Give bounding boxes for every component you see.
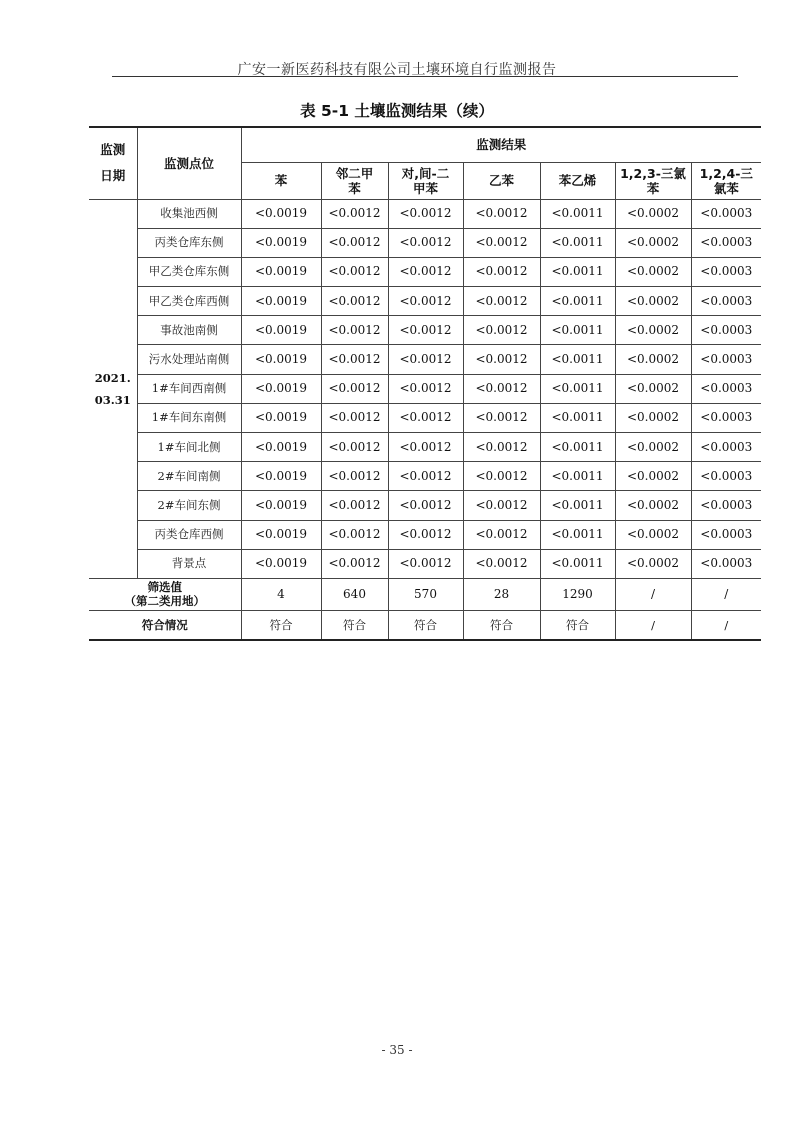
screening-value-cell: 4 [241,578,321,610]
result-value-cell: <0.0019 [241,403,321,432]
result-value-cell: <0.0019 [241,462,321,491]
monitoring-location-cell: 1#车间东南侧 [137,403,241,432]
result-value-cell: <0.0012 [388,199,463,228]
result-value-cell: <0.0002 [615,257,691,286]
table-row [89,287,761,316]
result-value-cell: <0.0011 [540,520,615,549]
result-value-cell: <0.0002 [615,199,691,228]
result-column-header [388,162,463,199]
monitoring-location-cell: 2#车间南侧 [137,462,241,491]
result-value-cell: <0.0012 [321,316,388,345]
result-value-cell: <0.0002 [615,403,691,432]
result-value-cell: <0.0012 [321,549,388,578]
results-group-header: 监测结果 [241,127,761,162]
monitoring-location-cell: 收集池西侧 [137,199,241,228]
location-column-header: 监测点位 [137,127,241,199]
conformance-value-cell: 符合 [463,610,540,640]
result-value-cell: <0.0003 [691,345,761,374]
table-row [89,345,761,374]
result-value-cell: <0.0002 [615,520,691,549]
result-value-cell: <0.0012 [321,462,388,491]
date-column-header [89,127,137,199]
result-value-cell: <0.0002 [615,316,691,345]
result-value-cell: <0.0012 [463,520,540,549]
column-header-line: 邻二甲 [335,165,374,181]
result-value-cell: <0.0002 [615,549,691,578]
result-value-cell: <0.0012 [463,462,540,491]
result-value-cell: <0.0003 [691,199,761,228]
column-header-line: 乙苯 [488,173,514,188]
column-header-line: 氯苯 [713,180,739,196]
screening-value-cell: / [691,578,761,610]
monitoring-location-cell: 丙类仓库西侧 [137,520,241,549]
result-value-cell: <0.0011 [540,287,615,316]
monitoring-location-cell: 丙类仓库东侧 [137,228,241,257]
result-value-cell: <0.0011 [540,257,615,286]
result-value-cell: <0.0003 [691,228,761,257]
screening-value-label [89,578,241,610]
result-column-header [540,162,615,199]
conformance-value-cell: / [691,610,761,640]
column-header-line: 苯 [348,180,361,196]
monitoring-location-cell: 污水处理站南侧 [137,345,241,374]
result-value-cell: <0.0002 [615,287,691,316]
conformance-row [89,610,761,640]
result-value-cell: <0.0002 [615,228,691,257]
screening-value-cell: / [615,578,691,610]
result-value-cell: <0.0003 [691,520,761,549]
table-caption: 表 5-1 土壤监测结果（续） [300,102,494,120]
screening-value-cell: 570 [388,578,463,610]
conformance-label: 符合情况 [89,610,241,640]
monitoring-location-cell: 背景点 [137,549,241,578]
result-value-cell: <0.0019 [241,316,321,345]
result-value-cell: <0.0012 [463,316,540,345]
result-value-cell: <0.0012 [388,491,463,520]
result-value-cell: <0.0019 [241,433,321,462]
column-header-line: 1,2,3-三氯 [620,165,686,181]
result-value-cell: <0.0019 [241,549,321,578]
conformance-value-cell: 符合 [388,610,463,640]
table-row [89,462,761,491]
result-value-cell: <0.0003 [691,287,761,316]
result-value-cell: <0.0011 [540,374,615,403]
column-header-line: 1,2,4-三 [699,165,753,181]
result-value-cell: <0.0019 [241,374,321,403]
table-row [89,316,761,345]
column-header-line: 对,间-二 [401,165,450,181]
result-value-cell: <0.0012 [463,374,540,403]
page-number: - 35 - [381,1043,413,1057]
result-value-cell: <0.0012 [321,433,388,462]
result-value-cell: <0.0012 [321,491,388,520]
table-row [89,228,761,257]
result-value-cell: <0.0012 [321,374,388,403]
result-value-cell: <0.0019 [241,228,321,257]
result-value-cell: <0.0012 [321,228,388,257]
result-value-cell: <0.0011 [540,345,615,374]
result-value-cell: <0.0012 [321,345,388,374]
result-value-cell: <0.0003 [691,462,761,491]
table-row [89,549,761,578]
result-value-cell: <0.0012 [388,228,463,257]
table-row [89,520,761,549]
monitoring-location-cell: 甲乙类仓库东侧 [137,257,241,286]
result-value-cell: <0.0012 [463,199,540,228]
result-value-cell: <0.0019 [241,520,321,549]
report-header-title: 广安一新医药科技有限公司土壤环境自行监测报告 [237,62,557,78]
result-value-cell: <0.0003 [691,374,761,403]
monitoring-location-cell: 1#车间北侧 [137,433,241,462]
result-value-cell: <0.0002 [615,433,691,462]
result-value-cell: <0.0012 [321,403,388,432]
result-value-cell: <0.0012 [321,257,388,286]
header-divider [112,76,738,77]
result-value-cell: <0.0012 [388,345,463,374]
result-value-cell: <0.0002 [615,345,691,374]
result-value-cell: <0.0012 [463,287,540,316]
result-value-cell: <0.0002 [615,462,691,491]
result-column-header [691,162,761,199]
monitoring-date-cell [89,199,137,578]
result-value-cell: <0.0003 [691,316,761,345]
table-row [89,257,761,286]
date-header-line-2: 日期 [100,168,126,184]
result-value-cell: <0.0012 [321,520,388,549]
result-value-cell: <0.0012 [321,199,388,228]
result-value-cell: <0.0012 [463,228,540,257]
screening-label-line: 筛选值 [147,580,182,595]
result-value-cell: <0.0012 [463,257,540,286]
result-value-cell: <0.0012 [463,403,540,432]
result-value-cell: <0.0003 [691,403,761,432]
result-column-header [241,162,321,199]
result-value-cell: <0.0012 [388,520,463,549]
result-value-cell: <0.0019 [241,345,321,374]
column-header-line: 苯乙烯 [558,173,597,188]
result-value-cell: <0.0012 [321,287,388,316]
soil-monitoring-results-table [89,126,761,641]
result-value-cell: <0.0002 [615,374,691,403]
result-value-cell: <0.0012 [463,345,540,374]
result-value-cell: <0.0012 [463,433,540,462]
result-value-cell: <0.0012 [388,374,463,403]
monitoring-date-line: 2021. [94,370,131,385]
conformance-value-cell: 符合 [241,610,321,640]
monitoring-location-cell: 甲乙类仓库西侧 [137,287,241,316]
result-value-cell: <0.0012 [388,257,463,286]
column-header-line: 苯 [274,173,288,188]
screening-value-cell: 28 [463,578,540,610]
table-row [89,433,761,462]
screening-value-row [89,578,761,610]
result-value-cell: <0.0011 [540,199,615,228]
result-value-cell: <0.0011 [540,462,615,491]
screening-value-cell: 640 [321,578,388,610]
monitoring-location-cell: 1#车间西南侧 [137,374,241,403]
result-value-cell: <0.0011 [540,403,615,432]
result-value-cell: <0.0012 [463,491,540,520]
result-value-cell: <0.0019 [241,257,321,286]
result-value-cell: <0.0011 [540,316,615,345]
table-row [89,403,761,432]
table-row [89,491,761,520]
screening-value-cell: 1290 [540,578,615,610]
result-value-cell: <0.0011 [540,491,615,520]
result-value-cell: <0.0011 [540,549,615,578]
table-row [89,374,761,403]
screening-label-line: （第二类用地） [124,594,205,609]
table-row [89,199,761,228]
result-value-cell: <0.0019 [241,199,321,228]
result-value-cell: <0.0003 [691,433,761,462]
column-header-line: 甲苯 [412,180,438,196]
result-value-cell: <0.0012 [388,549,463,578]
column-header-line: 苯 [646,180,660,196]
result-value-cell: <0.0012 [388,433,463,462]
result-column-header [615,162,691,199]
result-value-cell: <0.0012 [463,549,540,578]
result-value-cell: <0.0003 [691,549,761,578]
result-value-cell: <0.0011 [540,433,615,462]
conformance-value-cell: 符合 [321,610,388,640]
monitoring-location-cell: 2#车间东侧 [137,491,241,520]
result-value-cell: <0.0012 [388,403,463,432]
result-value-cell: <0.0011 [540,228,615,257]
result-value-cell: <0.0019 [241,287,321,316]
conformance-value-cell: 符合 [540,610,615,640]
result-value-cell: <0.0012 [388,287,463,316]
monitoring-location-cell: 事故池南侧 [137,316,241,345]
result-column-header [463,162,540,199]
result-value-cell: <0.0012 [388,462,463,491]
result-value-cell: <0.0012 [388,316,463,345]
result-value-cell: <0.0003 [691,491,761,520]
result-value-cell: <0.0019 [241,491,321,520]
monitoring-date-line: 03.31 [94,392,131,407]
conformance-value-cell: / [615,610,691,640]
result-value-cell: <0.0003 [691,257,761,286]
result-column-header [321,162,388,199]
date-header-line-1: 监测 [100,142,126,158]
result-value-cell: <0.0002 [615,491,691,520]
